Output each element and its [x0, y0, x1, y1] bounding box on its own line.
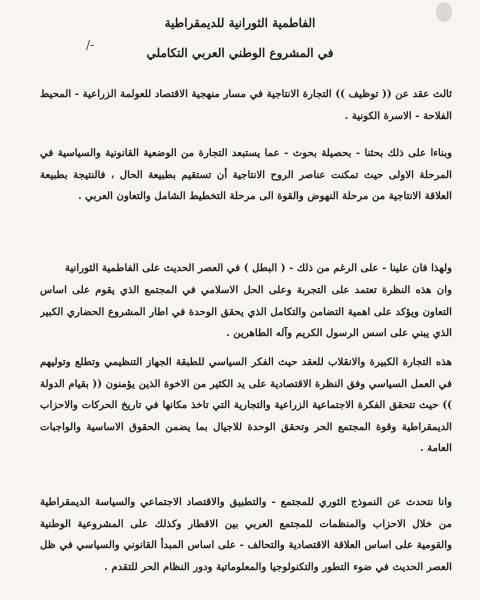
paragraph-5: هذه التجارة الكبيرة والانقلاب للعقد حيث الفكر السياسي للطبقة الجهاز التنظيمي وتطلع وتوليهم في العمل السياسي وفق النظرة الاقتصادية على يد الكثير من الاخوة الذين يؤمنون (( بقيام الدولة )) حيث تتحقق الفكرة الاجتماعية الزراعية والتجارية التي تاخذ مكانها في تاريخ الحركات والاحزاب الديمقراطية وقوة المجتمع الحر وتحقق الوحدة للاجيال بما يضمن الحقوق الاساسية والواجبات العامة . [40, 356, 452, 454]
paragraph-1: ثالث عقد عن (( توظيف )) التجارة الانتاجية في مسار منهجية الاقتصاد للعولمة الزراعية - المحيط الفلاحة - الاسرة الكونية . [40, 88, 452, 122]
document-subtitle: في المشروع الوطني العربي التكاملي [146, 46, 334, 60]
scan-smudge [436, 2, 452, 22]
document-title: الفاطمية الثورانية للديمقراطية [164, 16, 316, 30]
paragraph-6: وانا نتحدث عن النموذج الثوري للمجتمع - والتطبيق والاقتصاد الاجتماعي والسياسة الديمقراطية من خلال الاحزاب والمنظمات للمجتمع العربي بين الاقطار وكذلك على المشروعية الوطنية والقومية على اساس العلاقة الاقتصادية والتحالف - على اساس المبدأ القانوني والسياسي في ظل العصر الحديث في ضوء التطور والتكنولوجيا والمعلوماتية ودور النظام الحر للتقدم . [40, 496, 452, 573]
paragraph-3: ولهذا فان علينا - على الرغم من ذلك - ( البطل ) في العصر الحديث على الفاطمية الثورانية [65, 262, 452, 274]
paragraph-4: وان هذه النظرة تعتمد على التجربة وعلى الحل الاسلامي في المجتمع الذي يقوم على اساس التعاون ويؤكد على اهمية التضامن والتكامل الذي يحقق الوحدة في اطار المشروع الحضاري الكبير الذي يبني على اسس الرسول الكريم وآله الطاهرين . [40, 284, 452, 339]
corner-mark: /‎- [86, 38, 95, 52]
paragraph-2: وبناءا على ذلك بحثنا - بحصيلة بحوث - عما يستبعد التجارة من الوضعية القانونية والسياسية في المرحلة الاولى حيث تمكنت عناصر الروح الانتاجية أن تستقيم بطبيعة الحال ، فالنتيجة بطبيعة العلاقة الانتاجية من مرحلة النهوض والقوة الى مرحلة التخطيط الشامل والتعاون العربي . [40, 147, 452, 202]
